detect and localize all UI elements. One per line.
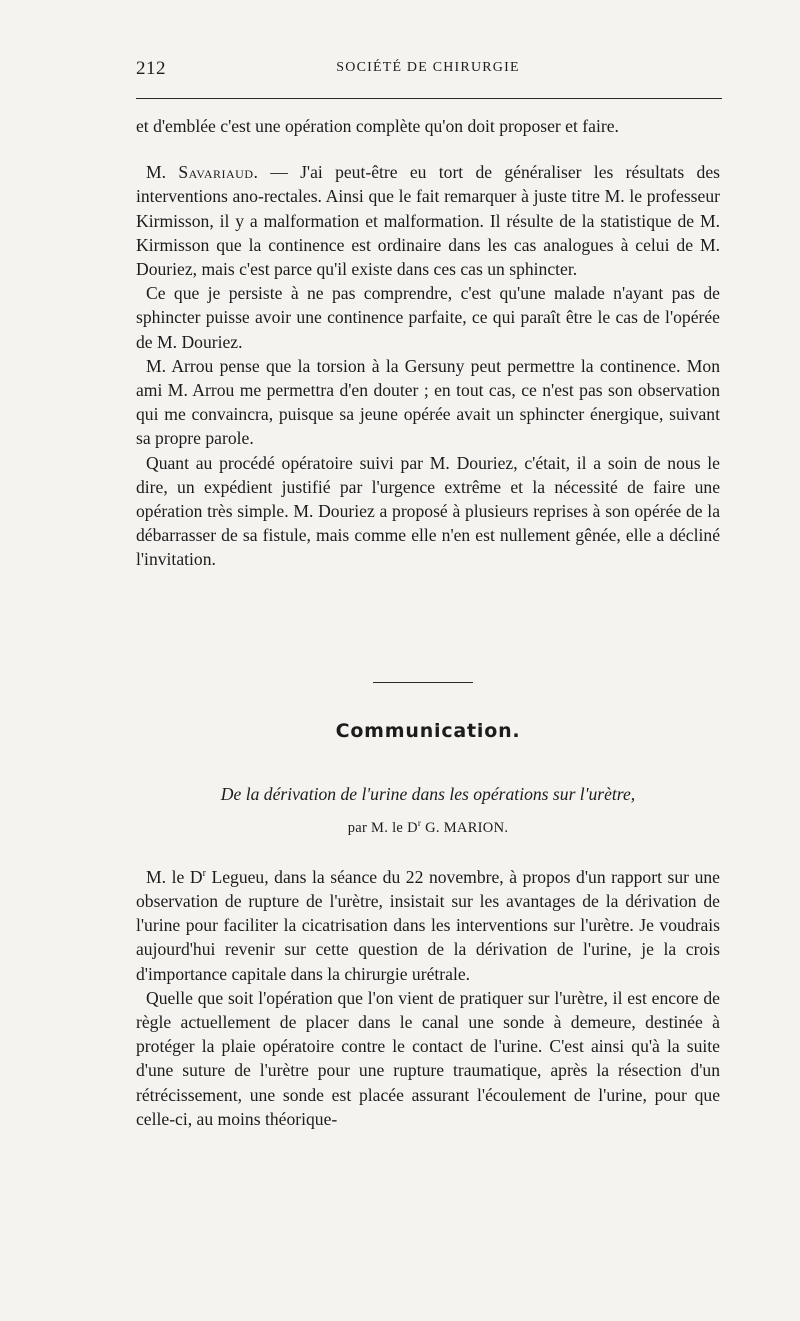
header-rule [136,98,722,99]
speaker-paragraph [136,160,720,281]
speaker-name: Savariaud [178,162,254,183]
page-number: 212 [136,58,166,79]
page-header [136,58,720,84]
body-text-top [136,114,720,572]
paragraph [136,862,720,986]
byline [136,818,720,837]
paragraph: Quant au procédé opératoire suivi par M. Douriez, c'était, il a soin de nous le dire, un expédient justifié par l'urgence extrême et la nécessité de faire une opération très simple. M. Douriez a proposé à plusieurs reprises à son opérée de la débarrasser de sa fistule, mais comme elle n'en est nullement gênée, elle a décliné l'invitation. [136,452,720,570]
paragraph: M. Arrou pense que la torsion à la Gersuny peut permettre la continence. Mon ami M. Arrou me permettra d'en douter ; en tout cas, ce n'est pas son observation qui me convaincra, puisque sa jeune opérée avait un sphincter énergique, suivant sa propre parole. [136,355,720,449]
article-title: De la dérivation de l'urine dans les opérations sur l'urètre, [220,784,636,804]
speaker-prefix: M. [146,162,167,183]
p1-before: M. le D [146,866,203,887]
section-title: Communication. [335,720,521,742]
running-title: SOCIÉTÉ DE CHIRURGIE [336,60,520,75]
paragraph-gap [136,138,720,160]
speaker-dash: . — [253,162,301,183]
byline-sup: r [417,818,422,828]
byline-after: G. MARION. [421,819,509,836]
p1-sup: r [202,868,206,879]
byline-before: par M. le D [347,819,418,836]
paragraph: Quelle que soit l'opération que l'on vient de pratiquer sur l'urètre, il est encore de règle actuellement de placer dans le canal une sonde à demeure, destinée à protéger la plaie opératoire contre le contact de l'urine. C'est ainsi qu'à la suite d'une suture de l'urètre pour une rupture traumatique, après la résection d'un rétrécissement, une sonde est placée assurant l'écoulement de l'urine, pour que celle-ci, au moins théorique- [136,987,720,1129]
paragraph-text: J'ai peut-être eu tort de généraliser les résultats des interventions ano-rectales. Ainsi que le fait remarquer à juste titre M. le professeur Kirmisson, il y a malformation et malformation. Il résulte de la statistique de M. Kirmisson que la continence est ordinaire dans les cas analogues à celui de M. Douriez, mais c'est parce qu'il existe dans ces cas un sphincter. [136,162,720,280]
paragraph: et d'emblée c'est une opération complète qu'on doit proposer et faire. [136,116,619,136]
section-separator [373,682,473,683]
paragraph: Ce que je persiste à ne pas comprendre, c'est qu'une malade n'ayant pas de sphincter puisse avoir une continence parfaite, ce qui paraît être le cas de l'opérée de M. Douriez. [136,283,720,352]
body-text-bottom [136,862,720,1131]
p1-after: Legueu, dans la séance du 22 novembre, à propos d'un rapport sur une observation de rupture de l'urètre, insistait sur les avantages de la dérivation de l'urine pour faciliter la cicatrisation dans les interventions sur l'urètre. Je voudrais aujourd'hui revenir sur cette question de la dérivation de l'urine, je la crois d'importance capitale dans la chirurgie urétrale. [136,866,720,984]
